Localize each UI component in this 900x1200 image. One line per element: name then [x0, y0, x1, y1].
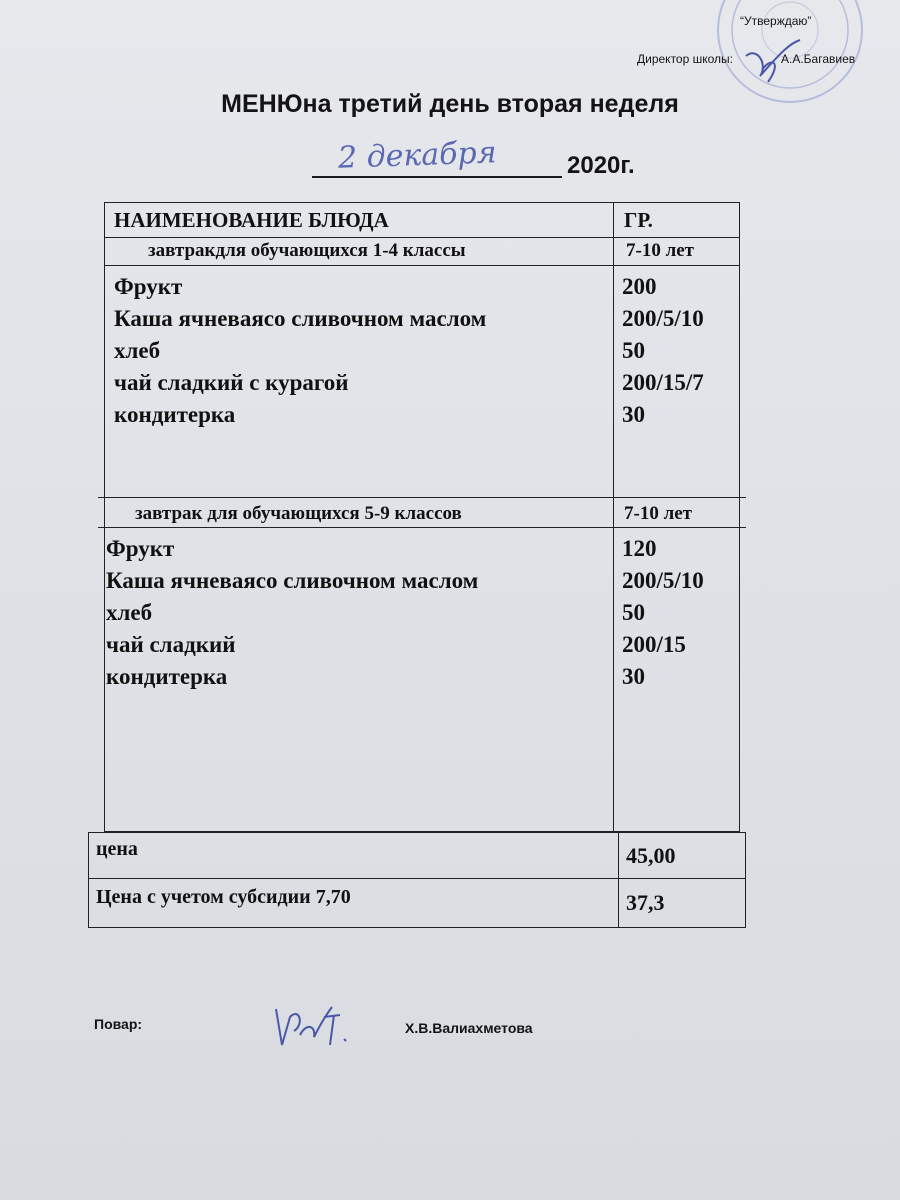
- row-divider: [104, 237, 740, 238]
- list-item: кондитерка: [114, 402, 236, 427]
- list-item: Фрукт: [114, 274, 183, 299]
- date-year: 2020г.: [567, 152, 635, 179]
- column-header-name: НАИМЕНОВАНИЕ БЛЮДА: [114, 208, 389, 232]
- column-divider: [618, 832, 619, 928]
- price-value: 45,00: [626, 843, 676, 868]
- grams-value: 200/15/7: [622, 370, 704, 395]
- section1-items: [114, 271, 486, 431]
- grams-value: 30: [622, 664, 645, 689]
- cook-name: Х.В.Валиахметова: [405, 1020, 533, 1036]
- grams-value: 30: [622, 402, 645, 427]
- handwritten-date: 2 декабря: [337, 135, 498, 176]
- column-header-grams: ГР.: [624, 208, 653, 232]
- row-divider: [88, 878, 746, 879]
- list-item: хлеб: [106, 600, 153, 625]
- price-label: цена: [96, 838, 138, 860]
- section1-grams: [622, 271, 704, 431]
- grams-value: 200: [622, 274, 657, 299]
- column-divider: [613, 202, 614, 832]
- section2-heading: завтрак для обучающихся 5-9 классов: [135, 503, 462, 524]
- list-item: хлеб: [114, 338, 161, 363]
- section2-grams: [622, 533, 704, 693]
- list-item: Каша ячневаясо сливочном маслом: [114, 306, 487, 331]
- list-item: чай сладкий с курагой: [114, 370, 349, 395]
- section2-items: [106, 533, 478, 693]
- cook-label: Повар:: [94, 1016, 143, 1032]
- grams-value: 50: [622, 338, 645, 363]
- grams-value: 120: [622, 536, 657, 561]
- list-item: кондитерка: [106, 664, 228, 689]
- director-label: Директор школы:: [637, 52, 733, 66]
- approve-label: “Утверждаю”: [740, 14, 812, 28]
- list-item: чай сладкий: [106, 632, 236, 657]
- section1-age: 7-10 лет: [626, 240, 695, 261]
- row-divider: [98, 497, 746, 498]
- grams-value: 200/15: [622, 632, 686, 657]
- section2-age: 7-10 лет: [624, 503, 693, 524]
- subsidy-value: 37,3: [626, 890, 665, 915]
- director-name: А.А.Багавиев: [781, 52, 856, 66]
- list-item: Фрукт: [106, 536, 175, 561]
- grams-value: 200/5/10: [622, 306, 704, 331]
- page-title: МЕНЮна третий день вторая неделя: [221, 90, 679, 118]
- row-divider: [98, 527, 746, 528]
- row-divider: [104, 265, 740, 266]
- cook-signature: [270, 995, 360, 1055]
- grams-value: 50: [622, 600, 645, 625]
- subsidy-label: Цена с учетом субсидии 7,70: [96, 886, 351, 908]
- section1-heading: завтракдля обучающихся 1-4 классы: [148, 240, 466, 261]
- list-item: Каша ячневаясо сливочном маслом: [106, 568, 479, 593]
- grams-value: 200/5/10: [622, 568, 704, 593]
